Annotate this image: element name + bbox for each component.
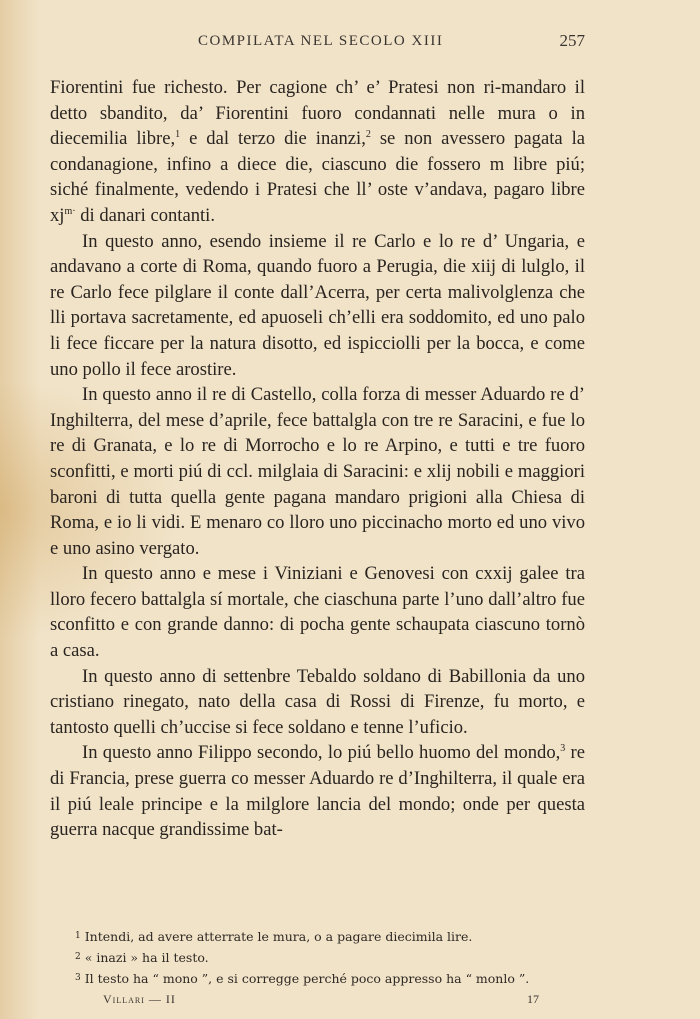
footnote-mark: 1	[75, 931, 81, 941]
running-head	[50, 33, 585, 57]
footnote-reference: m·	[64, 205, 76, 217]
footnote	[75, 968, 585, 989]
paragraph-text: re di Francia, prese guerra co messer Aduardo re d’Inghilterra, il quale era il piú leale principe e la milglore lancia del mondo; onde per questa guerra nacque grandissime bat-	[50, 742, 585, 841]
footnote	[75, 926, 585, 947]
paragraph-text: di danari contanti.	[75, 204, 215, 226]
paragraph-text: In questo anno Filippo secondo, lo piú bello huomo del mondo,	[82, 742, 561, 764]
signature-number: 17	[527, 992, 539, 1006]
page-number: 257	[559, 31, 585, 50]
paragraph-text: Fiorentini fue richesto. Per cagione ch’ e’ Pratesi non ri-mandaro il detto sbandito, da’ Fiorentini fuoro condannati nelle mura o in diecemilia libre,	[50, 77, 585, 150]
footnote	[75, 947, 585, 968]
paragraph-text: In questo anno di settenbre Tebaldo soldano di Babillonia da uno cristiano rinegato, nato della casa di Rossi di Firenze, fu morto, e tantosto quelli ch’uccise si fece soldano e tenne l’uficio.	[50, 665, 585, 738]
footnotes	[75, 926, 585, 989]
paragraph-text: e dal terzo die inanzi,	[180, 128, 366, 150]
paragraph-text: se non avessero pagata la condanagione, infino a diece die, ciascuno die fossero m libre piú; siché finalmente, vedendo i Pratesi che ll’ oste v’andava, pagaro libre xj	[50, 128, 585, 226]
footnote-text: Intendi, ad avere atterrate le mura, o a pagare diecimila lire.	[84, 929, 473, 944]
footnote-text: « inazi » ha il testo.	[84, 950, 209, 965]
paragraph	[50, 740, 585, 842]
paragraph-text: In questo anno il re di Castello, colla forza di messer Aduardo re d’ Inghilterra, del mese d’aprile, fece battalgla con tre re Saracini, e fue lo re di Granata, e lo re di Morrocho e lo re Arpino, e tutti e tre fuoro sconfitti, e morti piú di ccl. milglaia di Saracini: e xlij nobili e maggiori baroni di tutta quella gente pagana mandaro prigioni alla Chiesa di Roma, e io li vidi. E menaro co lloro uno piccinacho morto ed uno vivo e uno asino vergato.	[50, 384, 585, 559]
paragraph-text: In questo anno, esendo insieme il re Carlo e lo re d’ Ungaria, e andavano a corte di Roma, quando fuoro a Perugia, die xiij di lulglo, il re Carlo fece pilglare il conte dall’Acerra, per certa malivolglenza che lli portava sacretamente, ed apuoseli ch’elli era soddomito, ed uno palo li fece ficcare per la natura disotto, ed ispicciolli per la bocca, e come uno pollo il fece arostire.	[50, 230, 585, 380]
footnote-reference: 2	[365, 129, 371, 141]
paragraph	[50, 75, 585, 229]
paragraph	[50, 664, 585, 741]
paragraph-text: In questo anno e mese i Viniziani e Genovesi con cxxij galee tra lloro fecero battalgla sí mortale, che ciaschuna parte l’uno dall’altro fue sconfitto e con grande danno: di pocha gente schaupata ciascuno tornò a casa.	[50, 563, 585, 662]
paragraph	[50, 561, 585, 663]
paragraph	[50, 229, 585, 383]
running-head-title: COMPILATA NEL SECOLO XIII	[198, 33, 444, 49]
footnote-text: Il testo ha “ mono ”, e si corregge perché poco appresso ha “ monlo ”.	[84, 971, 530, 986]
paragraph	[50, 382, 585, 561]
footnote-reference: 3	[560, 743, 566, 755]
footnote-reference: 1	[175, 129, 181, 141]
body-text	[50, 75, 585, 843]
signature-label: Villari — II	[103, 992, 176, 1006]
footnote-mark: 3	[75, 973, 81, 983]
footnote-mark: 2	[75, 952, 81, 962]
